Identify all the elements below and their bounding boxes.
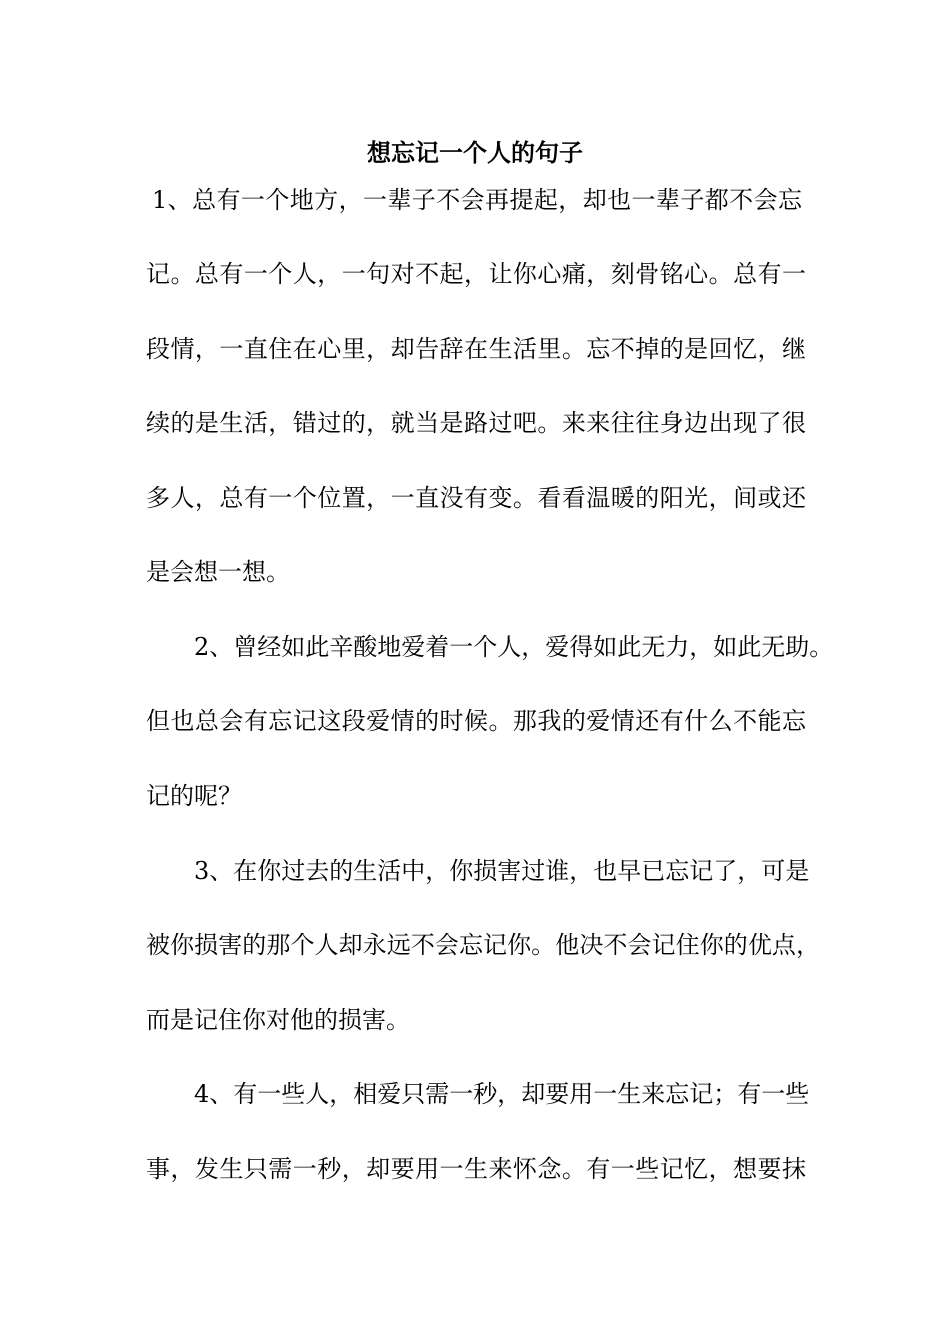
text-line: 段情，一直住在心里，却告辞在生活里。忘不掉的是回忆，继 [146,335,806,363]
text-line: 而是记住你对他的损害。 [146,1006,410,1034]
paragraph-1-line-5 [0,478,950,518]
paragraph-2-line-1 [0,627,950,667]
text-line: 记。总有一个人，一句对不起，让你心痛，刻骨铭心。总有一 [146,260,806,288]
paragraph-2-line-2 [0,701,950,741]
text-line: 但也总会有忘记这段爱情的时候。那我的爱情还有什么不能忘 [146,707,806,735]
paragraph-3-line-2 [0,925,950,965]
paragraph-3-line-1 [0,851,950,891]
text-line: 是会想一想。 [146,558,290,586]
paragraph-4-line-2 [0,1149,950,1189]
text-line: 2、曾经如此辛酸地爱着一个人，爱得如此无力，如此无助。 [194,633,834,661]
text-line: 4、有一些人，相爱只需一秒，却要用一生来忘记；有一些 [194,1080,810,1108]
paragraph-1-line-4 [0,403,950,443]
text-line: 事，发生只需一秒，却要用一生来怀念。有一些记忆，想要抹 [146,1155,806,1183]
paragraph-3-line-3 [0,1000,950,1040]
paragraph-1-line-3 [0,329,950,369]
paragraph-1-line-6 [0,552,950,592]
text-line: 记的呢？ [146,782,242,810]
paragraph-4-line-1 [0,1074,950,1114]
document-title: 想忘记一个人的句子 [367,138,583,167]
text-line: 多人，总有一个位置，一直没有变。看看温暖的阳光，间或还 [146,484,806,512]
paragraph-1-line-2 [0,254,950,294]
text-line: 被你损害的那个人却永远不会忘记你。他决不会记住你的优点， [146,931,820,959]
text-line: 续的是生活，错过的，就当是路过吧。来来往往身边出现了很 [146,409,806,437]
text-line: 3、在你过去的生活中，你损害过谁，也早已忘记了，可是 [194,857,810,885]
paragraph-1-line-1 [0,180,950,220]
text-line: 1、总有一个地方，一辈子不会再提起，却也一辈子都不会忘 [152,186,802,214]
paragraph-2-line-3 [0,776,950,816]
